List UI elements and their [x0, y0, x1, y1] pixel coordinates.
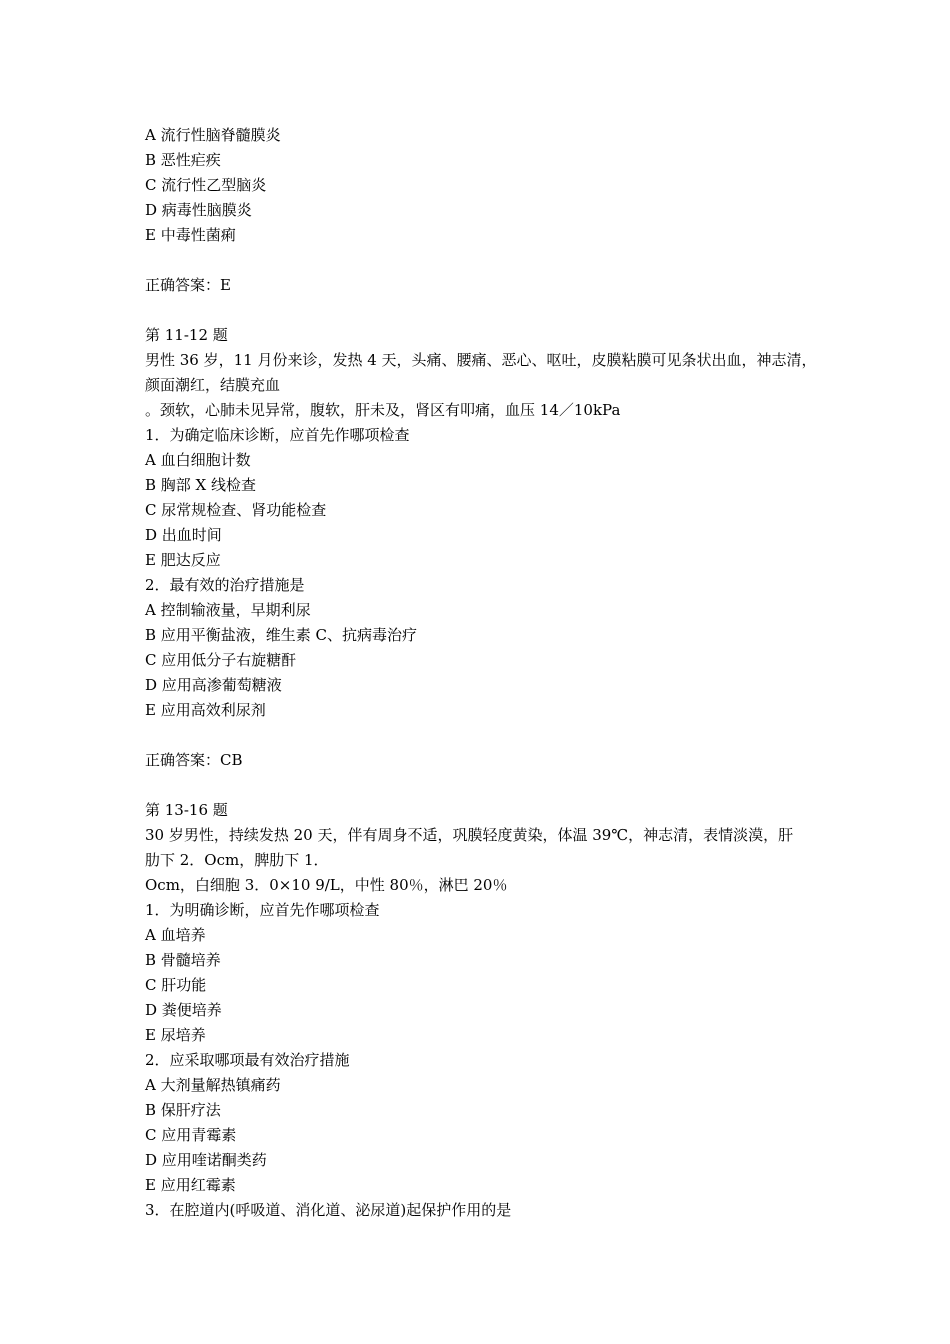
option-e: E 尿培养	[145, 1026, 206, 1044]
option-b: B 胸部 X 线检查	[145, 476, 257, 494]
block1-options	[145, 123, 825, 248]
spacer	[145, 298, 825, 323]
case-description-line: 肋下 2．Ocm，脾肋下 1．	[145, 851, 329, 869]
spacer	[145, 248, 825, 273]
case-description-line: 颜面潮红，结膜充血	[145, 376, 281, 394]
spacer	[145, 723, 825, 748]
option-c: C 尿常规检查、肾功能检查	[145, 501, 327, 519]
option-e: E 中毒性菌痢	[145, 226, 236, 244]
case-description-line: 。颈软，心肺未见异常，腹软，肝未及，肾区有叩痛，血压 14／10kPa	[145, 401, 621, 419]
option-a: A 大剂量解热镇痛药	[145, 1076, 281, 1094]
case-description-line: Ocm，白细胞 3．0×10 9/L，中性 80％，淋巴 20％	[145, 876, 508, 894]
option-c: C 流行性乙型脑炎	[145, 176, 267, 194]
option-c: C 应用低分子右旋糖酐	[145, 651, 297, 669]
option-b: B 应用平衡盐液，维生素 C、抗病毒治疗	[145, 626, 418, 644]
option-a: A 流行性脑脊髓膜炎	[145, 126, 281, 144]
option-d: D 应用高渗葡萄糖液	[145, 676, 282, 694]
case-description-line: 30 岁男性，持续发热 20 天，伴有周身不适，巩膜轻度黄染，体温 39℃，神志清，表情淡漠，肝	[145, 826, 794, 844]
option-b: B 骨髓培养	[145, 951, 221, 969]
option-b: B 保肝疗法	[145, 1101, 221, 1119]
option-a: A 血培养	[145, 926, 206, 944]
document-page	[145, 123, 825, 1223]
option-a: A 血白细胞计数	[145, 451, 251, 469]
question-group-heading: 第 13-16 题	[145, 801, 228, 819]
question-stem: 3．在腔道内(呼吸道、消化道、泌尿道)起保护作用的是	[145, 1201, 512, 1219]
question-stem: 2．最有效的治疗措施是	[145, 576, 305, 594]
option-e: E 肥达反应	[145, 551, 221, 569]
option-d: D 粪便培养	[145, 1001, 222, 1019]
option-d: D 出血时间	[145, 526, 222, 544]
question-group-heading: 第 11-12 题	[145, 326, 228, 344]
question-stem: 2．应采取哪项最有效治疗措施	[145, 1051, 350, 1069]
option-d: D 应用喹诺酮类药	[145, 1151, 267, 1169]
spacer	[145, 773, 825, 798]
option-d: D 病毒性脑膜炎	[145, 201, 252, 219]
option-c: C 应用青霉素	[145, 1126, 237, 1144]
correct-answer: 正确答案：E	[145, 276, 231, 294]
option-a: A 控制输液量，早期利尿	[145, 601, 311, 619]
case-description-line: 男性 36 岁，11 月份来诊，发热 4 天，头痛、腰痛、恶心、呕吐，皮膜粘膜可见条状出血，神志清，	[145, 351, 817, 369]
option-e: E 应用高效利尿剂	[145, 701, 266, 719]
correct-answer: 正确答案：CB	[145, 751, 243, 769]
option-b: B 恶性疟疾	[145, 151, 221, 169]
question-stem: 1．为确定临床诊断，应首先作哪项检查	[145, 426, 410, 444]
option-e: E 应用红霉素	[145, 1176, 236, 1194]
question-stem: 1．为明确诊断，应首先作哪项检查	[145, 901, 380, 919]
option-c: C 肝功能	[145, 976, 207, 994]
